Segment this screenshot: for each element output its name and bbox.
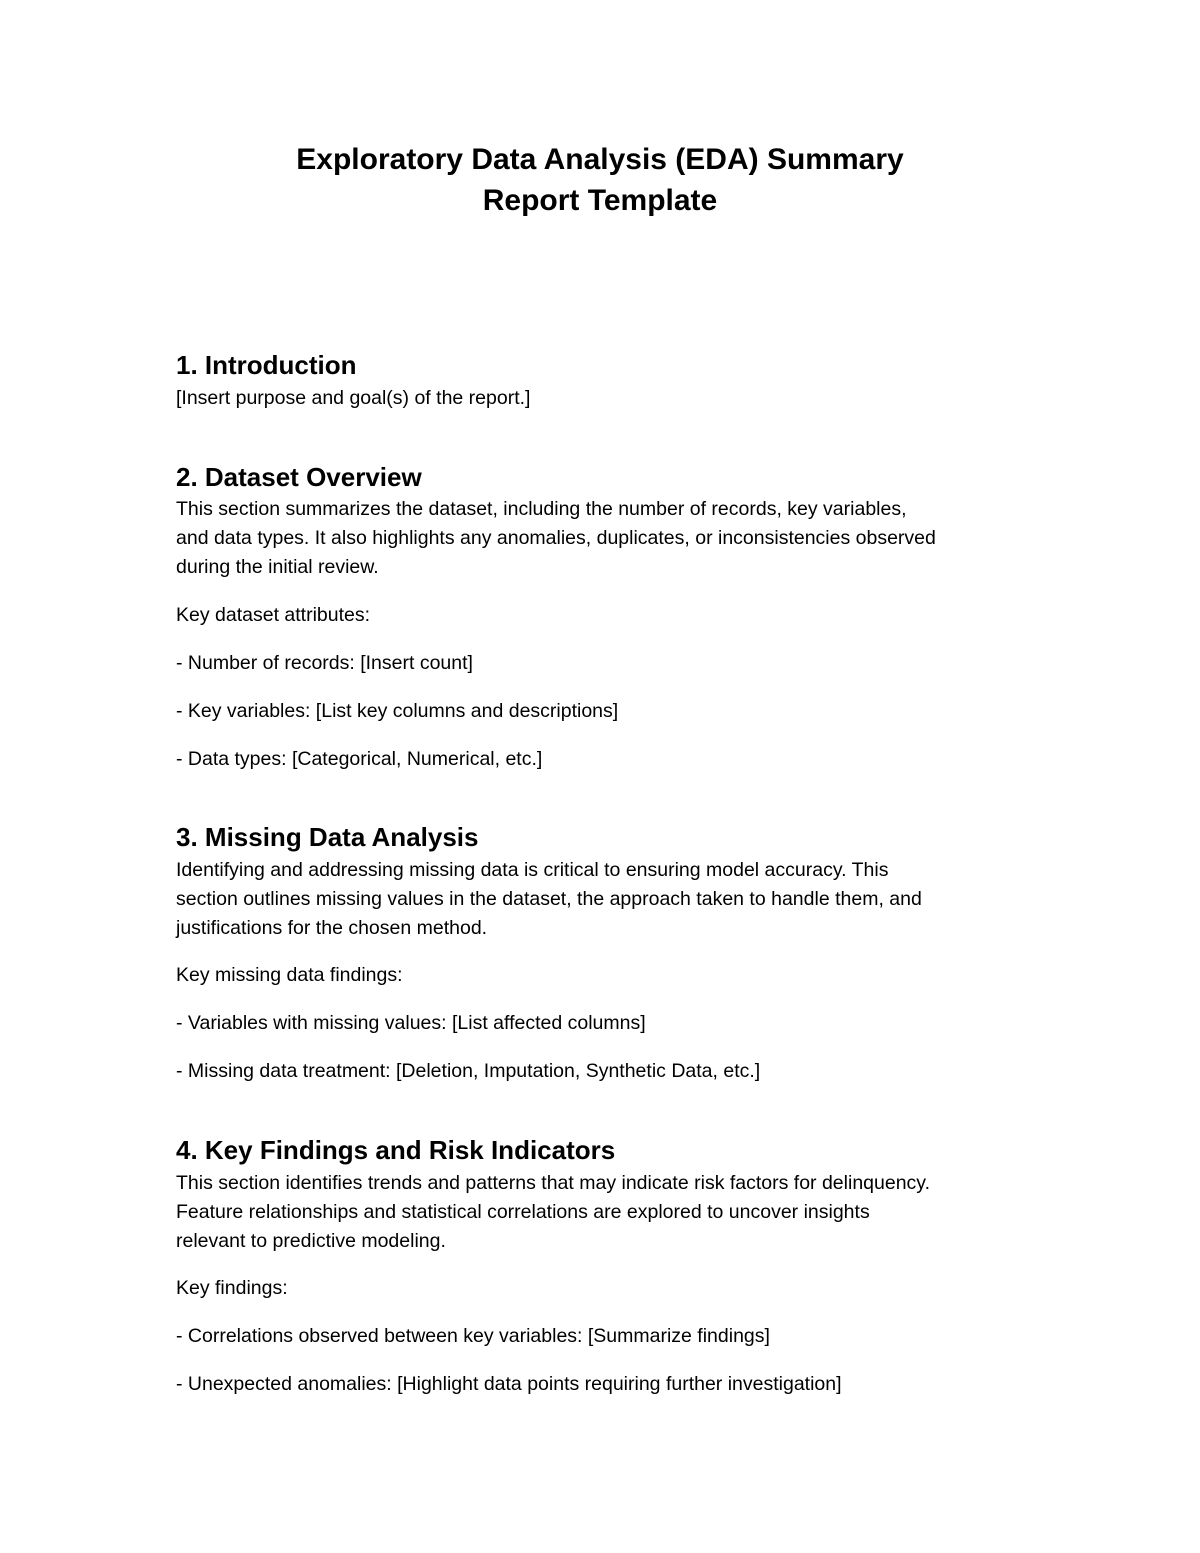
- paragraph-line: during the initial review.: [176, 556, 379, 578]
- list-item: - Key variables: [List key columns and descriptions]: [176, 700, 619, 722]
- list-item: - Variables with missing values: [List affected columns]: [176, 1012, 646, 1034]
- dataset-overview-paragraph: [176, 495, 936, 582]
- list-item: - Unexpected anomalies: [Highlight data points requiring further investigation]: [176, 1373, 842, 1395]
- dataset-attributes-intro: Key dataset attributes:: [176, 604, 371, 626]
- document-title: [0, 139, 1200, 221]
- title-line-2: Report Template: [482, 184, 718, 217]
- paragraph-line: section outlines missing values in the dataset, the approach taken to handle them, and: [176, 888, 922, 910]
- section-heading-missing-data: 3. Missing Data Analysis: [176, 822, 479, 852]
- paragraph-line: and data types. It also highlights any anomalies, duplicates, or inconsistencies observed: [176, 527, 936, 549]
- section-heading-dataset-overview: 2. Dataset Overview: [176, 462, 422, 492]
- key-findings-paragraph: [176, 1169, 930, 1256]
- missing-data-findings-intro: Key missing data findings:: [176, 964, 403, 986]
- paragraph-line: Identifying and addressing missing data is critical to ensuring model accuracy. This: [176, 859, 889, 881]
- introduction-placeholder: [Insert purpose and goal(s) of the report.]: [176, 387, 531, 409]
- key-findings-intro: Key findings:: [176, 1277, 288, 1299]
- list-item: - Data types: [Categorical, Numerical, etc.]: [176, 748, 543, 770]
- list-item: - Correlations observed between key variables: [Summarize findings]: [176, 1325, 770, 1347]
- section-heading-key-findings: 4. Key Findings and Risk Indicators: [176, 1135, 616, 1165]
- missing-data-paragraph: [176, 856, 922, 943]
- title-line-1: Exploratory Data Analysis (EDA) Summary: [296, 143, 904, 176]
- paragraph-line: relevant to predictive modeling.: [176, 1230, 446, 1252]
- paragraph-line: Feature relationships and statistical correlations are explored to uncover insights: [176, 1201, 870, 1223]
- paragraph-line: This section identifies trends and patterns that may indicate risk factors for delinquency.: [176, 1172, 931, 1194]
- list-item: - Number of records: [Insert count]: [176, 652, 473, 674]
- list-item: - Missing data treatment: [Deletion, Imputation, Synthetic Data, etc.]: [176, 1060, 761, 1082]
- paragraph-line: This section summarizes the dataset, including the number of records, key variables,: [176, 498, 907, 520]
- paragraph-line: justifications for the chosen method.: [176, 917, 488, 939]
- section-heading-introduction: 1. Introduction: [176, 350, 357, 380]
